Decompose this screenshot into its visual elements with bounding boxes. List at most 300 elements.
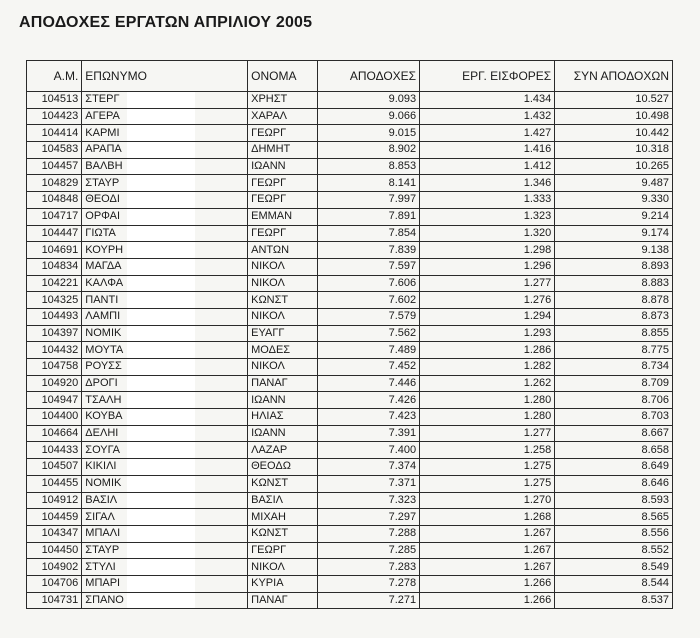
cell-contributions-text: 1.323 (523, 210, 552, 223)
cell-contributions-text: 1.267 (523, 527, 552, 540)
cell-am (27, 175, 82, 192)
cell-surname-text: ΒΑΣΙΛ (85, 493, 118, 506)
table-row (27, 108, 673, 125)
cell-name (248, 409, 318, 426)
cell-am (27, 192, 82, 209)
cell-contributions-text: 1.296 (523, 260, 552, 273)
cell-pay-text: 7.602 (388, 293, 417, 306)
cell-surname (82, 525, 248, 542)
cell-name-text: ΛΑΖΑΡ (251, 443, 288, 456)
cell-contributions-text: 1.280 (523, 393, 552, 406)
cell-name (248, 392, 318, 409)
cell-contributions (420, 192, 555, 209)
cell-am-text: 104432 (41, 343, 79, 356)
cell-am-text: 104717 (41, 210, 79, 223)
cell-name (248, 375, 318, 392)
cell-name-text: ΝΙΚΟΛ (251, 276, 285, 289)
cell-name (248, 308, 318, 325)
cell-contributions (420, 292, 555, 309)
cell-surname (82, 542, 248, 559)
redaction-mask (127, 559, 195, 575)
cell-pay (317, 158, 419, 175)
cell-surname (82, 575, 248, 592)
redaction-mask (127, 392, 195, 408)
cell-am-text: 104423 (41, 110, 79, 123)
cell-total (555, 108, 673, 125)
cell-contributions (420, 308, 555, 325)
cell-surname-text: ΣΤΑΥΡ (85, 176, 120, 189)
cell-am-text: 104829 (41, 176, 79, 189)
cell-surname (82, 442, 248, 459)
table-row (27, 525, 673, 542)
table-row (27, 275, 673, 292)
table-row (27, 542, 673, 559)
cell-total (555, 575, 673, 592)
cell-pay (317, 492, 419, 509)
cell-total-text: 9.174 (641, 226, 669, 239)
cell-pay-text: 8.902 (388, 143, 417, 156)
redaction-mask (127, 476, 195, 492)
cell-total-text: 8.706 (641, 393, 669, 406)
table-row (27, 308, 673, 325)
cell-am (27, 442, 82, 459)
cell-surname (82, 92, 248, 109)
cell-total-text: 8.593 (641, 493, 669, 506)
cell-name (248, 158, 318, 175)
cell-am-text: 104706 (41, 577, 79, 590)
cell-contributions-text: 1.346 (523, 176, 552, 189)
cell-name-text: ΓΕΩΡΓ (251, 126, 287, 139)
cell-name-text: ΓΕΩΡΓ (251, 193, 287, 206)
redaction-mask (127, 493, 195, 509)
table-body (27, 92, 673, 609)
cell-pay (317, 559, 419, 576)
table-row (27, 342, 673, 359)
cell-surname-text: ΑΡΑΠΑ (85, 143, 122, 156)
cell-contributions (420, 158, 555, 175)
cell-surname-text: ΠΑΝΤΙ (85, 293, 119, 306)
cell-am (27, 258, 82, 275)
cell-am (27, 475, 82, 492)
redaction-mask (127, 109, 195, 125)
cell-am (27, 325, 82, 342)
cell-contributions-text: 1.266 (523, 577, 552, 590)
cell-am-text: 104848 (41, 193, 79, 206)
cell-total (555, 342, 673, 359)
cell-contributions (420, 509, 555, 526)
cell-surname (82, 559, 248, 576)
cell-total (555, 475, 673, 492)
cell-contributions (420, 592, 555, 609)
cell-contributions (420, 575, 555, 592)
table-row (27, 375, 673, 392)
cell-total-text: 10.265 (635, 160, 669, 173)
cell-surname-text: ΚΑΡΜΙ (85, 126, 120, 139)
cell-am-text: 104583 (41, 143, 79, 156)
cell-name-text: ΘΕΟΔΩ (251, 460, 291, 473)
cell-surname-text: ΟΡΦΑΙ (85, 210, 121, 223)
cell-name-text: ΚΩΝΣΤ (251, 477, 289, 490)
cell-surname-text: ΣΟΥΓΑ (85, 443, 121, 456)
cell-name (248, 442, 318, 459)
cell-total (555, 425, 673, 442)
cell-pay (317, 125, 419, 142)
cell-pay (317, 92, 419, 109)
cell-am (27, 242, 82, 259)
redaction-mask (127, 326, 195, 342)
cell-name-text: ΑΝΤΩΝ (251, 243, 290, 256)
table-row (27, 208, 673, 225)
cell-surname (82, 242, 248, 259)
cell-total-text: 8.556 (641, 527, 669, 540)
cell-pay (317, 325, 419, 342)
cell-surname-text: ΣΤΕΡΓ (85, 93, 120, 106)
cell-am-text: 104397 (41, 326, 79, 339)
cell-pay (317, 525, 419, 542)
cell-am-text: 104347 (41, 527, 79, 540)
cell-name-text: ΝΙΚΟΛ (251, 310, 285, 323)
table-row (27, 509, 673, 526)
cell-name-text: ΕΜΜΑΝ (251, 210, 293, 223)
cell-surname (82, 459, 248, 476)
cell-contributions (420, 175, 555, 192)
cell-contributions (420, 542, 555, 559)
cell-surname (82, 409, 248, 426)
cell-surname (82, 492, 248, 509)
cell-name (248, 175, 318, 192)
cell-contributions-text: 1.293 (523, 326, 552, 339)
table-row (27, 559, 673, 576)
cell-pay-text: 7.606 (388, 276, 417, 289)
cell-surname (82, 392, 248, 409)
cell-pay-text: 9.066 (388, 110, 417, 123)
cell-pay (317, 275, 419, 292)
cell-am-text: 104325 (41, 293, 79, 306)
cell-total (555, 275, 673, 292)
cell-name (248, 225, 318, 242)
cell-name-text: ΙΩΑΝΝ (251, 393, 286, 406)
cell-total-text: 9.138 (641, 243, 669, 256)
cell-surname-text: ΑΓΕΡΑ (85, 110, 120, 123)
cell-surname (82, 192, 248, 209)
cell-am (27, 525, 82, 542)
cell-pay-text: 8.853 (388, 160, 417, 173)
cell-am-text: 104912 (41, 493, 79, 506)
cell-surname-text: ΜΠΑΛΙ (85, 527, 121, 540)
cell-contributions (420, 258, 555, 275)
cell-pay (317, 442, 419, 459)
cell-total-text: 8.734 (641, 360, 669, 373)
cell-contributions-text: 1.262 (523, 377, 552, 390)
cell-am-text: 104414 (41, 126, 79, 139)
cell-pay-text: 7.452 (388, 360, 417, 373)
cell-name-text: ΓΕΩΡΓ (251, 543, 287, 556)
cell-pay-text: 9.093 (388, 93, 417, 106)
header-name: ΟΝΟΜΑ (248, 61, 318, 92)
cell-am (27, 375, 82, 392)
cell-contributions (420, 108, 555, 125)
cell-contributions-text: 1.427 (523, 126, 552, 139)
cell-am-text: 104902 (41, 560, 79, 573)
cell-name-text: ΝΙΚΟΛ (251, 560, 285, 573)
cell-am (27, 459, 82, 476)
cell-total (555, 392, 673, 409)
cell-am-text: 104493 (41, 310, 79, 323)
cell-pay (317, 509, 419, 526)
table-row (27, 575, 673, 592)
cell-pay-text: 7.271 (388, 593, 417, 606)
cell-am-text: 104447 (41, 226, 79, 239)
cell-total-text: 10.498 (635, 110, 669, 123)
redaction-mask (127, 142, 195, 158)
table-row (27, 409, 673, 426)
cell-contributions-text: 1.298 (523, 243, 552, 256)
cell-total-text: 8.873 (641, 310, 669, 323)
cell-total-text: 9.330 (641, 193, 669, 206)
cell-name-text: ΚΩΝΣΤ (251, 527, 289, 540)
cell-pay-text: 7.891 (388, 210, 417, 223)
cell-am (27, 208, 82, 225)
cell-pay-text: 7.374 (388, 460, 417, 473)
cell-am (27, 509, 82, 526)
table-row (27, 258, 673, 275)
cell-name-text: ΧΡΗΣΤ (251, 93, 288, 106)
cell-total (555, 492, 673, 509)
cell-total-text: 10.527 (635, 93, 669, 106)
cell-am (27, 342, 82, 359)
cell-contributions (420, 492, 555, 509)
cell-total (555, 125, 673, 142)
table-row (27, 459, 673, 476)
cell-name-text: ΧΑΡΑΛ (251, 110, 288, 123)
cell-contributions (420, 375, 555, 392)
cell-surname-text: ΝΟΜΙΚ (85, 477, 122, 490)
cell-name-text: ΓΕΩΡΓ (251, 176, 287, 189)
header-surname: ΕΠΩΝΥΜΟ (82, 61, 248, 92)
redaction-mask (127, 576, 195, 592)
cell-total-text: 9.214 (641, 210, 669, 223)
cell-name-text: ΚΩΝΣΤ (251, 293, 289, 306)
cell-surname-text: ΜΑΓΔΑ (85, 260, 122, 273)
cell-name (248, 559, 318, 576)
cell-am-text: 104758 (41, 360, 79, 373)
cell-pay (317, 409, 419, 426)
cell-total (555, 192, 673, 209)
cell-total (555, 175, 673, 192)
cell-contributions-text: 1.275 (523, 477, 552, 490)
cell-pay-text: 7.297 (388, 510, 417, 523)
cell-pay (317, 475, 419, 492)
cell-total-text: 8.667 (641, 427, 669, 440)
cell-surname (82, 158, 248, 175)
cell-pay (317, 258, 419, 275)
cell-am (27, 592, 82, 609)
redaction-mask (127, 209, 195, 225)
cell-contributions-text: 1.434 (523, 93, 552, 106)
cell-contributions (420, 459, 555, 476)
cell-surname-text: ΚΟΥΒΑ (85, 410, 123, 423)
cell-contributions-text: 1.320 (523, 226, 552, 239)
cell-name-text: ΕΥΑΓΓ (251, 326, 285, 339)
table-row (27, 225, 673, 242)
cell-total (555, 359, 673, 376)
cell-total-text: 8.544 (641, 577, 669, 590)
cell-surname-text: ΔΕΛΗΙ (85, 427, 119, 440)
cell-contributions-text: 1.277 (523, 276, 552, 289)
redaction-mask (127, 409, 195, 425)
cell-am-text: 104664 (41, 427, 79, 440)
cell-surname (82, 325, 248, 342)
cell-contributions-text: 1.286 (523, 343, 552, 356)
cell-pay (317, 542, 419, 559)
cell-name-text: ΠΑΝΑΓ (251, 377, 288, 390)
cell-total (555, 308, 673, 325)
cell-name (248, 575, 318, 592)
cell-am (27, 409, 82, 426)
cell-pay-text: 7.562 (388, 326, 417, 339)
cell-contributions-text: 1.432 (523, 110, 552, 123)
table-row (27, 158, 673, 175)
redaction-mask (127, 309, 195, 325)
redaction-mask (127, 92, 195, 108)
cell-total (555, 459, 673, 476)
cell-pay (317, 142, 419, 159)
table-row (27, 442, 673, 459)
cell-name-text: ΝΙΚΟΛ (251, 360, 285, 373)
cell-total-text: 8.703 (641, 410, 669, 423)
cell-surname (82, 342, 248, 359)
cell-surname-text: ΛΑΜΠΙ (85, 310, 121, 323)
table-row (27, 175, 673, 192)
cell-surname-text: ΣΤΥΛΙ (85, 560, 116, 573)
cell-am-text: 104221 (41, 276, 79, 289)
redaction-mask (127, 509, 195, 525)
cell-name (248, 542, 318, 559)
cell-am (27, 292, 82, 309)
cell-contributions (420, 92, 555, 109)
cell-contributions (420, 359, 555, 376)
cell-am (27, 559, 82, 576)
cell-contributions (420, 242, 555, 259)
table-row (27, 425, 673, 442)
cell-pay-text: 7.997 (388, 193, 417, 206)
cell-contributions-text: 1.276 (523, 293, 552, 306)
cell-total-text: 9.487 (641, 176, 669, 189)
cell-contributions-text: 1.416 (523, 143, 552, 156)
cell-am (27, 108, 82, 125)
header-total: ΣΥΝ ΑΠΟΔΟΧΩΝ (555, 61, 673, 92)
cell-contributions-text: 1.270 (523, 493, 552, 506)
cell-name-text: ΠΑΝΑΓ (251, 593, 288, 606)
cell-contributions (420, 225, 555, 242)
cell-surname (82, 308, 248, 325)
cell-pay (317, 592, 419, 609)
cell-contributions (420, 525, 555, 542)
cell-surname-text: ΒΑΛΒΗ (85, 160, 123, 173)
cell-name-text: ΓΕΩΡΓ (251, 226, 287, 239)
cell-pay (317, 308, 419, 325)
redaction-mask (127, 259, 195, 275)
table-row (27, 92, 673, 109)
cell-total-text: 8.878 (641, 293, 669, 306)
cell-am-text: 104947 (41, 393, 79, 406)
cell-total-text: 8.709 (641, 377, 669, 390)
table-row (27, 192, 673, 209)
cell-surname-text: ΝΟΜΙΚ (85, 326, 122, 339)
table-row (27, 325, 673, 342)
cell-pay (317, 242, 419, 259)
table-row (27, 292, 673, 309)
cell-total-text: 8.549 (641, 560, 669, 573)
cell-surname-text: ΣΠΑΝΟ (85, 593, 124, 606)
cell-surname (82, 359, 248, 376)
cell-am (27, 225, 82, 242)
cell-contributions (420, 442, 555, 459)
cell-name (248, 475, 318, 492)
cell-name-text: ΚΥΡΙΑ (251, 577, 284, 590)
cell-surname (82, 475, 248, 492)
cell-pay-text: 7.426 (388, 393, 417, 406)
header-am: Α.Μ. (27, 61, 82, 92)
cell-total (555, 375, 673, 392)
redaction-mask (127, 543, 195, 559)
cell-total (555, 592, 673, 609)
cell-am (27, 492, 82, 509)
cell-contributions (420, 142, 555, 159)
cell-total-text: 8.552 (641, 543, 669, 556)
cell-total (555, 242, 673, 259)
cell-pay-text: 7.489 (388, 343, 417, 356)
table-row (27, 592, 673, 609)
table-row (27, 142, 673, 159)
cell-contributions (420, 559, 555, 576)
cell-am-text: 104400 (41, 410, 79, 423)
cell-contributions (420, 275, 555, 292)
page-title: ΑΠΟΔΟΧΕΣ ΕΡΓΑΤΩΝ ΑΠΡΙΛΙΟΥ 2005 (19, 14, 313, 31)
cell-contributions-text: 1.282 (523, 360, 552, 373)
cell-am (27, 359, 82, 376)
wages-table-container (26, 60, 673, 628)
cell-surname (82, 175, 248, 192)
redaction-mask (127, 125, 195, 141)
cell-am (27, 542, 82, 559)
cell-pay (317, 459, 419, 476)
cell-am-text: 104450 (41, 543, 79, 556)
table-row (27, 392, 673, 409)
cell-pay-text: 7.391 (388, 427, 417, 440)
wages-table (26, 60, 673, 609)
cell-name-text: ΒΑΣΙΛ (251, 493, 284, 506)
table-row (27, 492, 673, 509)
cell-am-text: 104433 (41, 443, 79, 456)
cell-name (248, 275, 318, 292)
cell-name-text: ΙΩΑΝΝ (251, 160, 286, 173)
redaction-mask (127, 426, 195, 442)
cell-pay (317, 108, 419, 125)
cell-name (248, 125, 318, 142)
cell-contributions (420, 425, 555, 442)
table-row (27, 475, 673, 492)
cell-contributions (420, 409, 555, 426)
redaction-mask (127, 376, 195, 392)
cell-surname-text: ΜΟΥΤΑ (85, 343, 124, 356)
cell-contributions-text: 1.268 (523, 510, 552, 523)
redaction-mask (127, 526, 195, 542)
cell-am (27, 92, 82, 109)
cell-total (555, 292, 673, 309)
cell-name (248, 92, 318, 109)
cell-name-text: ΔΗΜΗΤ (251, 143, 291, 156)
